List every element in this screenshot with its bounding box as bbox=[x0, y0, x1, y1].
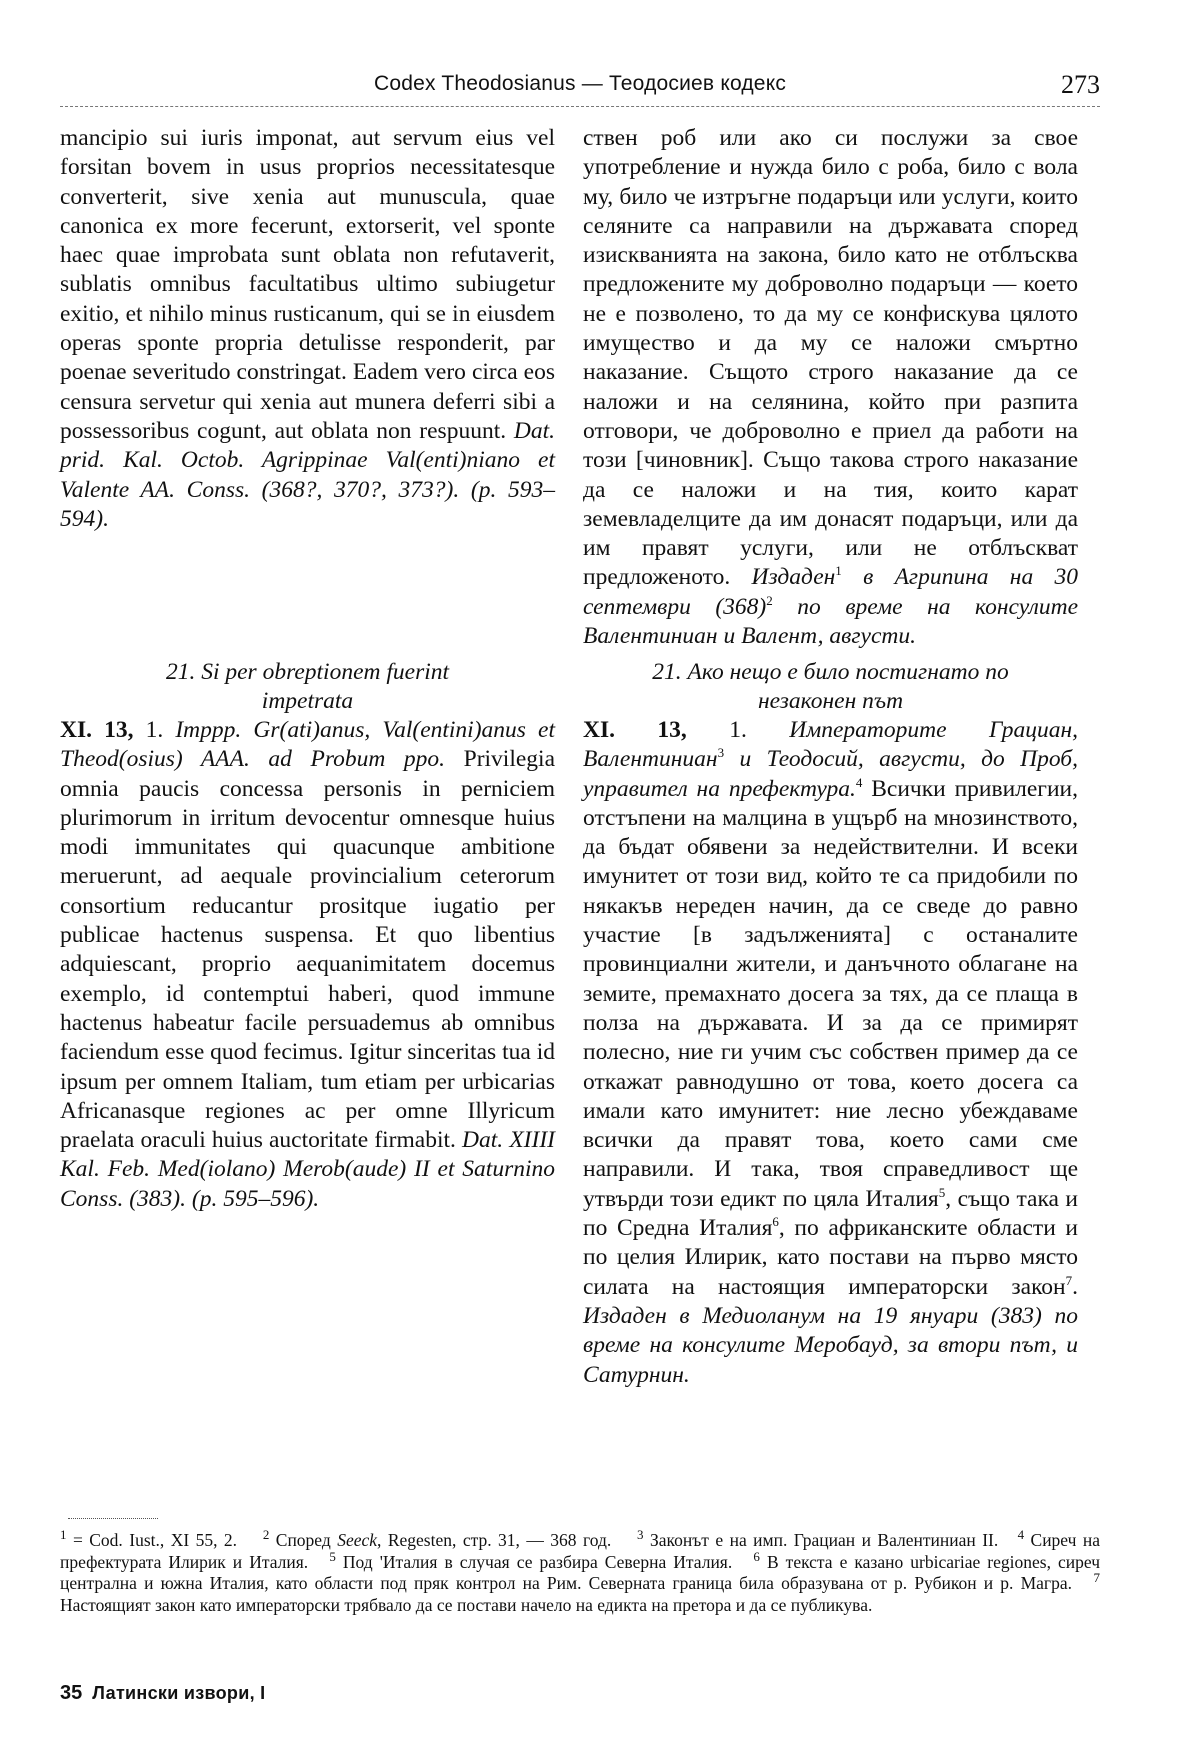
bulgarian-law-address-a: Императорите Грациан, Валентиниан bbox=[583, 717, 1078, 773]
footnote-mark-1: 1 bbox=[835, 563, 842, 579]
bulgarian-date-c: по време на консулите Валентиниан и Валент, августи. bbox=[583, 593, 1078, 650]
fn-num-3: 3 bbox=[637, 1527, 644, 1543]
latin-paragraph-1-date: Dat. prid. Kal. Octob. Agrippinae Val(enti)niano et Valente AA. Conss. (368?, 370?, 373?). (p. 593–594). bbox=[60, 417, 555, 532]
latin-paragraph-2-text: Privilegia omnia paucis concessa personis in perniciem plurimorum in irritum devocentur omnesque huius modi immunitates qui quacunque ambitione meruerunt, ad aequale provincialium ceterorum consortium reducantur prositque iugatio per publicae hactenus suspensa. Et quo libentius adquiescant, proprio aequanimitatem docemus exemplo, id contemptui haberi, quod immune hactenus habeatur facile persuademus ab omnibus faciendum esse quod fecimus. Igitur sinceritas tua id ipsum per omnem Italiam, tum etiam per urbicarias Africanasque regiones ac per omne Illyricum praelata oraculi huius auctoritate firmabit. bbox=[60, 746, 556, 1154]
signature-number: 35 bbox=[60, 1682, 83, 1704]
footnote-mark-6: 6 bbox=[772, 1214, 779, 1230]
latin-column-bottom bbox=[60, 716, 555, 1214]
footnote-2b: , Regesten, стр. 31, — 368 год. bbox=[377, 1530, 612, 1550]
bulgarian-heading-line-1: 21. Ако нещо е било постигнато по bbox=[652, 659, 1009, 685]
footnote-2-author: Seeck bbox=[337, 1530, 378, 1550]
bulgarian-column-bottom bbox=[583, 716, 1078, 1390]
signature-text: Латински извори, I bbox=[92, 1683, 266, 1703]
fn-num-4: 4 bbox=[1017, 1527, 1025, 1543]
bulgarian-text-a: Всички привилегии, отстъпени на малцина в ущърб на мнозинството, да бъдат обявени за недействителни. И всеки имунитет от този вид, който те са придобили по някакъв нереден начин, да се сведе до равно участие [в задълженията] с останалите провинциални жители, и данъчното облагане на земите, премахнато досега за тях, да се плаща в полза на държавата. И за да се примирят полесно, ние ги учим със собствен пример да се откажат равнодушно от това, което досега са имали като имунитет: ние лесно убеждаваме всички да правят това, което сами сме направили. И така, твоя справедливост ще утвърди този едикт по цяла Италия bbox=[583, 775, 1078, 1212]
bulgarian-date-year: (368) bbox=[715, 593, 767, 620]
footnote-6: В текста е казано urbicariae regiones, сиреч централна и южна Италия, като области под пряк контрол на Рим. Северната граница била образувана от р. Рубикон и р. Магра. bbox=[60, 1551, 1101, 1593]
footnotes bbox=[60, 1527, 1101, 1616]
footnote-4: Сиреч на префектурата Илирик и Италия. bbox=[60, 1530, 1101, 1572]
printer-signature bbox=[60, 1682, 265, 1705]
footnote-7: Настоящият закон като императорски трябвало да се постави начело на едикта на претора и да се публикува. bbox=[60, 1594, 873, 1615]
latin-paragraph-1-text: mancipio sui iuris imponat, aut servum eius vel forsitan bovem in usus proprios necessitatesque converterit, sive xenia aut munuscula, quae canonica ex more fecerunt, extorserit, vel sponte haec quae improbata sunt oblata non refutaverit, sublatis omnibus facultatibus ultimo subiugetur exitio, et nihilo minus rusticanum, qui se in eiusdem operas sponte propria detulisse responderit, par poenae severitudo constringat. Eadem vero circa eos censura servetur qui xenia aut munera deferri sibi a possessoribus cogunt, aut oblata non respuunt. bbox=[60, 125, 555, 444]
fn-num-1: 1 bbox=[60, 1527, 67, 1543]
footnotes-text bbox=[60, 1527, 1101, 1616]
latin-paragraph-2 bbox=[60, 716, 555, 1214]
bulgarian-law-reference: XI. 13, bbox=[583, 717, 687, 743]
bulgarian-heading bbox=[583, 658, 1078, 716]
bulgarian-paragraph-1-text: ствен роб или ако си послужи за свое употребление и нужда било с роба, било с вола му, било че изтръгне подаръци или услуги, които селяните са направили на държавата според изискванията на закона, било като не отблъсква предложените му доброволно подаръци — което не е позволено, то да му се конфискува цялото имущество и да му се наложи смъртно наказание. Същото строго наказание да се наложи и на селянина, който при разпита отговори, че доброволно е приел да работи на този [чиновник]. Също такова строго наказание да се наложи и на тия, които карат земевладелците да им донасят подаръци, или да им правят услуги, или не отблъскват предложеното. bbox=[583, 125, 1078, 591]
fn-num-5: 5 bbox=[329, 1548, 336, 1564]
fn-num-7: 7 bbox=[1093, 1570, 1100, 1586]
bulgarian-column-top bbox=[583, 124, 1078, 651]
latin-heading-line-2: impetrata bbox=[261, 688, 354, 714]
latin-heading-line-1: 21. Si per obreptionem fuerint bbox=[165, 659, 450, 685]
bulgarian-date-a: Издаден bbox=[751, 564, 836, 591]
footnote-3: Законът е на имп. Грациан и Валентиниан II. bbox=[643, 1530, 999, 1550]
footnote-mark-5: 5 bbox=[938, 1184, 946, 1200]
footnote-mark-7: 7 bbox=[1065, 1272, 1073, 1288]
page-number: 273 bbox=[1061, 70, 1100, 99]
bulgarian-law-number: 1. bbox=[686, 717, 790, 743]
running-title: Codex Theodosianus — Теодосиев кодекс bbox=[373, 72, 787, 95]
bulgarian-text-d: . bbox=[1072, 1273, 1078, 1300]
latin-paragraph-2-date: Dat. XIIII Kal. Feb. Med(iolano) Merob(aude) II et Saturnino Conss. (383). (p. 595–596). bbox=[60, 1127, 555, 1212]
footnote-rule bbox=[68, 1518, 158, 1519]
footnote-2a: Според bbox=[269, 1530, 338, 1550]
header-rule bbox=[60, 106, 1100, 107]
bulgarian-law-address-b: и Теодосий, августи, до Проб, управител на префектура. bbox=[583, 746, 1078, 802]
latin-heading bbox=[60, 658, 555, 716]
bulgarian-text-b: , също така и по Средна Италия bbox=[583, 1185, 1078, 1242]
latin-column-top bbox=[60, 124, 555, 534]
footnote-5: Под 'Италия в случая се разбира Северна Италия. bbox=[335, 1551, 733, 1572]
footnote-mark-2: 2 bbox=[766, 592, 773, 608]
latin-paragraph-1 bbox=[60, 124, 555, 534]
latin-law-address: Imppp. Gr(ati)anus, Val(entini)anus et Theod(osius) AAA. ad Probum ppo. bbox=[60, 717, 556, 773]
bulgarian-paragraph-1 bbox=[583, 124, 1078, 651]
running-head bbox=[60, 70, 1100, 104]
footnote-1: = Cod. Iust., XI 55, 2. bbox=[66, 1530, 238, 1550]
bulgarian-text-c: , по африканските области и по целия Илирик, като постави на първо място силата на настоящия императорски закон bbox=[583, 1215, 1078, 1300]
bulgarian-paragraph-2 bbox=[583, 716, 1078, 1390]
footnote-mark-4: 4 bbox=[855, 774, 863, 790]
footnote-mark-3: 3 bbox=[717, 745, 725, 761]
fn-num-2: 2 bbox=[262, 1527, 270, 1543]
bulgarian-date-b: в Агрипина на 30 септември bbox=[583, 564, 1078, 620]
bulgarian-heading-line-2: незаконен път bbox=[757, 688, 904, 714]
latin-law-number: 1. bbox=[133, 717, 176, 743]
fn-num-6: 6 bbox=[753, 1548, 760, 1564]
latin-law-reference: XI. 13, bbox=[60, 717, 134, 743]
bulgarian-paragraph-2-date: Издаден в Медиоланум на 19 януари (383) по време на консулите Меробауд, за втори път, и Сатурнин. bbox=[583, 1302, 1078, 1388]
